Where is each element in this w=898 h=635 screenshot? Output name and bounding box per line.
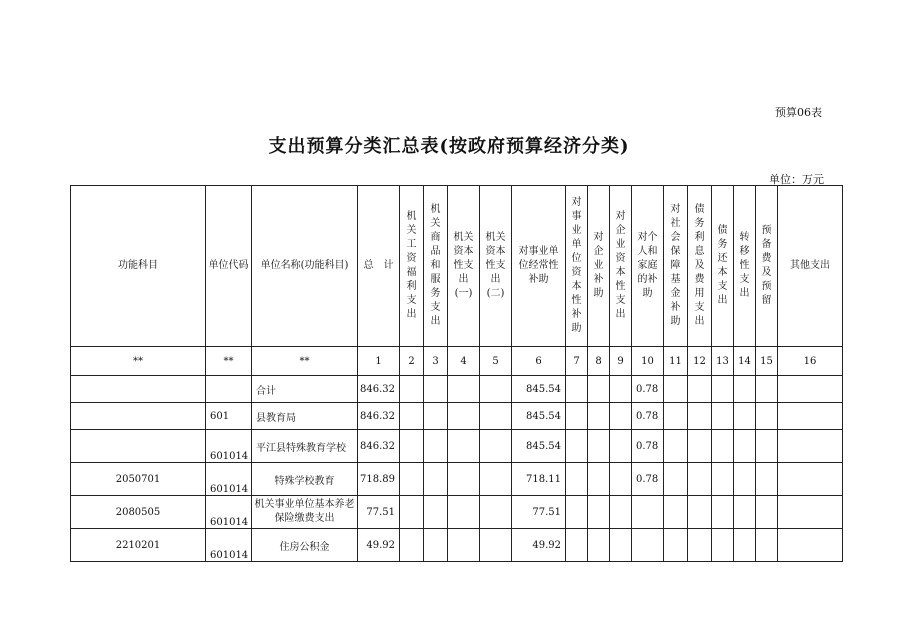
cell-func [71,376,206,403]
table-row [71,376,843,403]
cell-total: 846.32 [358,376,400,403]
form-number: 预算06表 [775,106,822,119]
cell-total: 846.32 [358,430,400,463]
header-col: 机关资本性支出(一) [448,186,480,347]
header-name: 单位名称(功能科目) [252,186,358,347]
col-number: 7 [566,347,588,376]
cell-name: 特殊学校教育 [252,463,358,496]
cell-func: 2210201 [71,529,206,562]
cell-total: 718.89 [358,463,400,496]
cell-col10: 0.78 [632,430,664,463]
cell-code: 601014 [206,496,252,529]
header-col: 转移性支出 [734,186,756,347]
header-col: 机关资本性支出(二) [480,186,512,347]
cell-func: 2080505 [71,496,206,529]
col-number: 9 [610,347,632,376]
cell-code: 601014 [206,430,252,463]
header-col: 对企业补助 [588,186,610,347]
cell-name: 合计 [252,376,358,403]
cell-col10: 0.78 [632,463,664,496]
cell-col6: 845.54 [512,403,566,430]
cell-col10 [632,529,664,562]
cell-col6: 845.54 [512,376,566,403]
cell-total: 49.92 [358,529,400,562]
header-col: 债务还本支出 [712,186,734,347]
col-number: 11 [664,347,688,376]
cell-name: 平江县特殊教育学校 [252,430,358,463]
cell-code: 601 [206,403,252,430]
cell-code: 601014 [206,463,252,496]
header-total: 总 计 [358,186,400,347]
header-col: 对事业单位资本性补助 [566,186,588,347]
header-col: 债务利息及费用支出 [688,186,712,347]
cell-col10: 0.78 [632,376,664,403]
col-number: 4 [448,347,480,376]
table-row [71,403,843,430]
col-number: 12 [688,347,712,376]
header-col: 对个人和家庭的补助 [632,186,664,347]
cell-total: 77.51 [358,496,400,529]
col-number: 14 [734,347,756,376]
cell-col6: 77.51 [512,496,566,529]
col-number: 6 [512,347,566,376]
col-number: 13 [712,347,734,376]
header-col: 预备费及预留 [756,186,778,347]
cell-col6: 718.11 [512,463,566,496]
cell-code [206,376,252,403]
header-col: 对社会保障基金补助 [664,186,688,347]
cell-total: 846.32 [358,403,400,430]
cell-name: 县教育局 [252,403,358,430]
cell-col10: 0.78 [632,403,664,430]
table-row [71,496,843,529]
col-number: 1 [358,347,400,376]
cell-code: 601014 [206,529,252,562]
col-number: ** [206,347,252,376]
col-number: 2 [400,347,424,376]
col-number: 15 [756,347,778,376]
header-col: 机关工资福利支出 [400,186,424,347]
cell-name: 住房公积金 [252,529,358,562]
col-number: 3 [424,347,448,376]
cell-func [71,403,206,430]
col-number: 10 [632,347,664,376]
cell-func: 2050701 [71,463,206,496]
cell-col10 [632,496,664,529]
page-title: 支出预算分类汇总表(按政府预算经济分类) [268,136,630,157]
unit-label: 单位：万元 [769,173,824,186]
col-number: 8 [588,347,610,376]
table-row [71,529,843,562]
header-col: 机关商品和服务支出 [424,186,448,347]
cell-func [71,430,206,463]
header-col: 对企业资本性支出 [610,186,632,347]
col-number: 5 [480,347,512,376]
column-number-row [71,347,843,376]
col-number: ** [71,347,206,376]
table-row [71,463,843,496]
col-number: ** [252,347,358,376]
cell-col6: 845.54 [512,430,566,463]
col-number: 16 [778,347,843,376]
cell-name: 机关事业单位基本养老保险缴费支出 [252,496,358,529]
header-row [71,186,843,347]
header-code: 单位代码 [206,186,252,347]
header-col: 其他支出 [778,186,843,347]
header-func: 功能科目 [71,186,206,347]
header-col: 对事业单位经常性补助 [512,186,566,347]
cell-col6: 49.92 [512,529,566,562]
budget-table [70,185,843,562]
table-row [71,430,843,463]
